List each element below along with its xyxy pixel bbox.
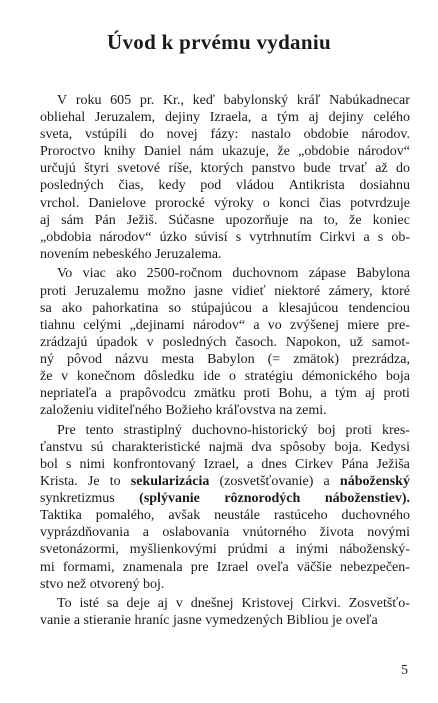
word: nimi (79, 456, 106, 472)
word: kres- (381, 422, 410, 438)
word: zemi. (295, 403, 331, 419)
word: a (253, 317, 260, 333)
word: národov“ (193, 317, 246, 333)
word: nebeského (92, 246, 156, 262)
word: Pre (57, 422, 76, 438)
word: prezrádza, (352, 351, 410, 367)
word: do (139, 127, 154, 143)
word: miere (347, 317, 380, 333)
word: konci (278, 195, 311, 211)
word: tým (335, 386, 357, 402)
word: „obdobie (298, 144, 350, 160)
chapter-title: Úvod k prvému vydaniu (107, 30, 331, 54)
word: o (229, 369, 237, 384)
word: bude (303, 161, 331, 177)
word: isté (79, 596, 99, 612)
word: viditeľného (97, 403, 166, 419)
word: celého (373, 110, 410, 126)
word: mesta (161, 351, 195, 367)
word: znamenala (122, 559, 183, 575)
word: národov“ (357, 144, 410, 160)
text-line (40, 195, 410, 212)
word: Nabúkadnecar (329, 93, 410, 108)
word: na (299, 212, 313, 228)
bold-word: rôznorodých (224, 491, 301, 507)
word: ktorých (200, 161, 244, 177)
word: zmätku (194, 386, 236, 402)
word: a (262, 300, 269, 316)
word: ako (61, 300, 83, 316)
word: ťanstvu (40, 439, 83, 455)
word: jasne (172, 613, 206, 629)
word: ob- (391, 229, 410, 245)
word: Jeruzalema. (155, 246, 226, 262)
word: Božieho (165, 403, 216, 419)
word: vrchol. (40, 195, 80, 211)
text-line (40, 109, 410, 126)
word: až (375, 161, 388, 177)
text-line (40, 317, 410, 334)
word: že (349, 212, 362, 228)
word: tento (85, 422, 114, 438)
word: Babylona (356, 266, 410, 282)
word: a (247, 456, 254, 472)
word: Cirkvi (319, 229, 356, 245)
word: vymedzených (205, 613, 287, 629)
text-line (40, 576, 410, 593)
word: vo (267, 317, 282, 333)
text-line (40, 126, 410, 143)
word: stratégiu (244, 369, 293, 384)
word: Izraela, (209, 110, 252, 126)
word: a (320, 386, 327, 402)
text-line (40, 351, 410, 368)
word: konfrontovaný (113, 456, 196, 472)
word: čias, (118, 178, 144, 194)
word: pahorkatina (92, 300, 159, 316)
word: aj (40, 212, 51, 228)
word: náboženský- (339, 542, 410, 558)
word: Ježiš. (126, 212, 158, 228)
word: Bibliou (286, 613, 332, 629)
word: potvrdzuje (350, 195, 410, 211)
word: boj. (143, 576, 168, 592)
word: to, (323, 212, 339, 228)
word: Vo (57, 266, 73, 282)
word: 605 (110, 93, 132, 108)
word: niektoré (274, 283, 321, 299)
body-text (40, 92, 410, 632)
word: konečnom (76, 369, 136, 384)
word: a (278, 542, 286, 558)
word: na (279, 403, 296, 419)
word: pôvod (67, 351, 103, 367)
text-line (40, 422, 410, 439)
word: dejiny (328, 110, 364, 126)
word: väčšie (296, 559, 332, 575)
word: babylonský (223, 93, 289, 108)
word: aj (365, 386, 376, 402)
word: synkretizmus (40, 491, 115, 507)
bold-word: náboženský (339, 474, 410, 490)
word: sám (61, 212, 84, 228)
word: rastúceho (273, 508, 328, 524)
word: aj (157, 596, 168, 612)
word: pod (200, 178, 222, 194)
word: že (40, 369, 53, 384)
word: v (61, 369, 69, 384)
word: národov“ (99, 229, 152, 245)
text-line (40, 507, 410, 524)
text-line (40, 246, 410, 263)
word: než (66, 576, 90, 592)
word: V (57, 93, 68, 108)
word: čias (319, 195, 341, 211)
text-line (40, 177, 410, 194)
paragraph (40, 422, 410, 593)
text-line (40, 334, 410, 351)
word: charakteristické (111, 439, 201, 455)
text-line (40, 385, 410, 402)
word: tým (277, 110, 299, 126)
word: vanie (40, 613, 74, 629)
word: že (277, 144, 290, 160)
word: Ježiša (376, 456, 410, 472)
text-line (40, 212, 410, 229)
word: inými (295, 542, 329, 558)
word: vládou (235, 178, 275, 194)
word: fázy: (210, 127, 239, 143)
word: a (261, 110, 268, 126)
word: Jeruzalemu (75, 283, 139, 299)
word: pre- (387, 317, 410, 333)
word: založeniu (40, 403, 98, 419)
word: proti (383, 386, 410, 402)
word: celými (83, 317, 122, 333)
word: ako (116, 266, 137, 282)
word: ukazuje, (221, 144, 270, 160)
word: Napokon, (285, 334, 341, 350)
word: novými (367, 525, 410, 541)
word: sú (90, 439, 104, 455)
word: vnútorného (242, 525, 307, 541)
word: Cirkvi. (301, 596, 341, 612)
word: otvorený (89, 576, 144, 592)
word: mi (40, 559, 55, 575)
word: posledných (162, 334, 227, 350)
word: dosiahnu (359, 178, 410, 194)
text-line (40, 92, 410, 109)
word: Proroctvo (40, 144, 96, 160)
word: úpadok (96, 334, 138, 350)
word: zrádzajú (40, 334, 88, 350)
word: tendenciou (348, 300, 410, 316)
text-line (40, 283, 410, 300)
word: zvýšenej (290, 317, 340, 333)
word: strastiplný (123, 422, 182, 438)
text-line (40, 402, 410, 419)
word: Súčasne (168, 212, 215, 228)
word: s (377, 229, 384, 245)
word: a (73, 613, 84, 629)
word: sa (106, 596, 119, 612)
word: ktoré (381, 283, 410, 299)
page-number: 5 (401, 663, 408, 678)
word: upozorňuje (225, 212, 289, 228)
text-line (40, 143, 410, 160)
word: Babylon (207, 351, 255, 367)
word: Kedysi (370, 439, 410, 455)
word: proti (345, 422, 372, 438)
word: dnešnej (190, 596, 234, 612)
word: do (395, 161, 410, 177)
text-line (40, 265, 410, 282)
word: štyri (84, 161, 109, 177)
word: a (105, 386, 112, 402)
word: v (146, 334, 154, 350)
word: tiahnu (40, 317, 75, 333)
word: nám (189, 144, 214, 160)
word: duchovnom (232, 266, 299, 282)
word: neustále (214, 508, 261, 524)
word: myšlienkovými (129, 542, 217, 558)
word: sveta, (40, 127, 73, 143)
text-line (40, 595, 410, 612)
word: boj (317, 422, 336, 438)
text-line (40, 490, 410, 507)
word: deje (126, 596, 150, 612)
word: Pána (341, 456, 369, 472)
word: dôsledku (143, 369, 195, 384)
word: oveľa (256, 559, 289, 575)
word: Jeruzalem, (94, 110, 156, 126)
word: jasne (194, 283, 223, 299)
word: sa (40, 300, 52, 316)
word: roku (75, 93, 102, 108)
word: boja. (334, 439, 362, 455)
word: oveľa (345, 613, 382, 629)
word: „obdobia (40, 229, 92, 245)
word: duchovno-historický (191, 422, 308, 438)
text-line (40, 612, 410, 629)
word: najmä (208, 439, 244, 455)
word: 2500-ročnom (146, 266, 223, 282)
word: prapôvodcu (119, 386, 186, 402)
word: Danielove (88, 195, 146, 211)
text-line (40, 559, 410, 576)
word: aj (308, 110, 319, 126)
word: Bohu, (278, 386, 313, 402)
word: To (57, 596, 72, 612)
word: prorocké (155, 195, 205, 211)
word: s (65, 456, 72, 472)
text-line (40, 160, 410, 177)
word: určujú (40, 161, 76, 177)
text-line (40, 368, 410, 385)
paragraph (40, 92, 410, 263)
text-line (40, 300, 410, 317)
word: Izrael, (203, 456, 239, 472)
word: obliehal (40, 110, 86, 126)
word: stvo (40, 576, 67, 592)
word: svetonázormi, (40, 542, 119, 558)
word: knihy (103, 144, 136, 160)
paragraph (40, 265, 410, 419)
word: zápase (308, 266, 347, 282)
word: bol (40, 456, 58, 472)
word: klesajúcou (278, 300, 339, 316)
word: Cirkev (295, 456, 334, 472)
word: trvať (339, 161, 367, 177)
word: Daniel (143, 144, 182, 160)
word: proti (40, 283, 67, 299)
text-line (40, 439, 410, 456)
word: v (175, 596, 183, 612)
word: Izrael (216, 559, 249, 575)
word: nastalo (251, 127, 291, 143)
word: možno (147, 283, 186, 299)
word: výroky (213, 195, 254, 211)
word: ide (203, 369, 221, 384)
word: Je (87, 474, 100, 490)
word: nepriateľa (40, 386, 97, 402)
word: novej (166, 127, 198, 143)
text-line (40, 524, 410, 541)
word: úzko (159, 229, 187, 245)
word: (zosvetšťovanie) (219, 474, 314, 490)
text-line (40, 473, 410, 490)
word: stieranie (83, 613, 135, 629)
word: života (319, 525, 354, 541)
word: Zosvetšťo- (348, 596, 410, 612)
word: už (349, 334, 363, 350)
word: vstúpili (85, 127, 128, 143)
word: kráľ (296, 93, 321, 108)
word: samot- (371, 334, 410, 350)
word: dnes (261, 456, 287, 472)
text-line (40, 456, 410, 473)
word: kráľovstva (215, 403, 280, 419)
word: démonického (301, 369, 378, 384)
word: svetové (117, 161, 161, 177)
word: formami, (62, 559, 115, 575)
word: panstvo (251, 161, 296, 177)
word: Antikrista (288, 178, 345, 194)
word: dejiny (164, 110, 200, 126)
word: prúdmi (227, 542, 269, 558)
word: Pán (94, 212, 116, 228)
word: boja (385, 369, 410, 384)
word: vidieť (231, 283, 266, 299)
word: to (109, 474, 121, 490)
word: Krista. (40, 474, 78, 490)
word: novením (40, 246, 93, 262)
text-line (40, 541, 410, 558)
word: je (331, 613, 346, 629)
word: dva (251, 439, 272, 455)
word: kedy (158, 178, 186, 194)
word: vyprázdňovania (40, 525, 130, 541)
word: a (363, 229, 370, 245)
word: spôsoby (280, 439, 326, 455)
word: obdobie (303, 127, 349, 143)
word: ný (40, 351, 54, 367)
word: zmätok) (293, 351, 340, 367)
word: so (168, 300, 181, 316)
bold-word: náboženstiev). (324, 491, 410, 507)
word: pre (190, 559, 209, 575)
word: časoch. (235, 334, 277, 350)
word: súvisí (194, 229, 228, 245)
word: pr. (139, 93, 155, 108)
word: avšak (168, 508, 201, 524)
word: koniec (372, 212, 410, 228)
word: stúpajúcou (191, 300, 252, 316)
word: viac (82, 266, 106, 282)
word: a (142, 525, 149, 541)
bold-word: sekularizácia (130, 474, 210, 490)
word: národov. (361, 127, 410, 143)
word: pomalého, (95, 508, 155, 524)
bold-word: (splývanie (139, 491, 200, 507)
word: a (323, 474, 330, 490)
word: duchovného (341, 508, 410, 524)
word: „dejinami (129, 317, 185, 333)
word: s (235, 229, 242, 245)
text-line (40, 229, 410, 246)
word: proti (243, 386, 271, 402)
word: vytrhnutím (249, 229, 312, 245)
word: Kristovej (241, 596, 294, 612)
word: (= (267, 351, 281, 367)
word: keď (192, 93, 215, 108)
word: hraníc (134, 613, 173, 629)
word: ríše, (168, 161, 193, 177)
word: Kr., (162, 93, 184, 108)
word: nebezpečen- (339, 559, 410, 575)
word: posledných (40, 178, 104, 194)
word: názvu (115, 351, 149, 367)
word: Taktika (40, 508, 82, 524)
word: zámery, (328, 283, 373, 299)
paragraph (40, 595, 410, 629)
word: oslabovania (162, 525, 230, 541)
word: o (262, 195, 270, 211)
